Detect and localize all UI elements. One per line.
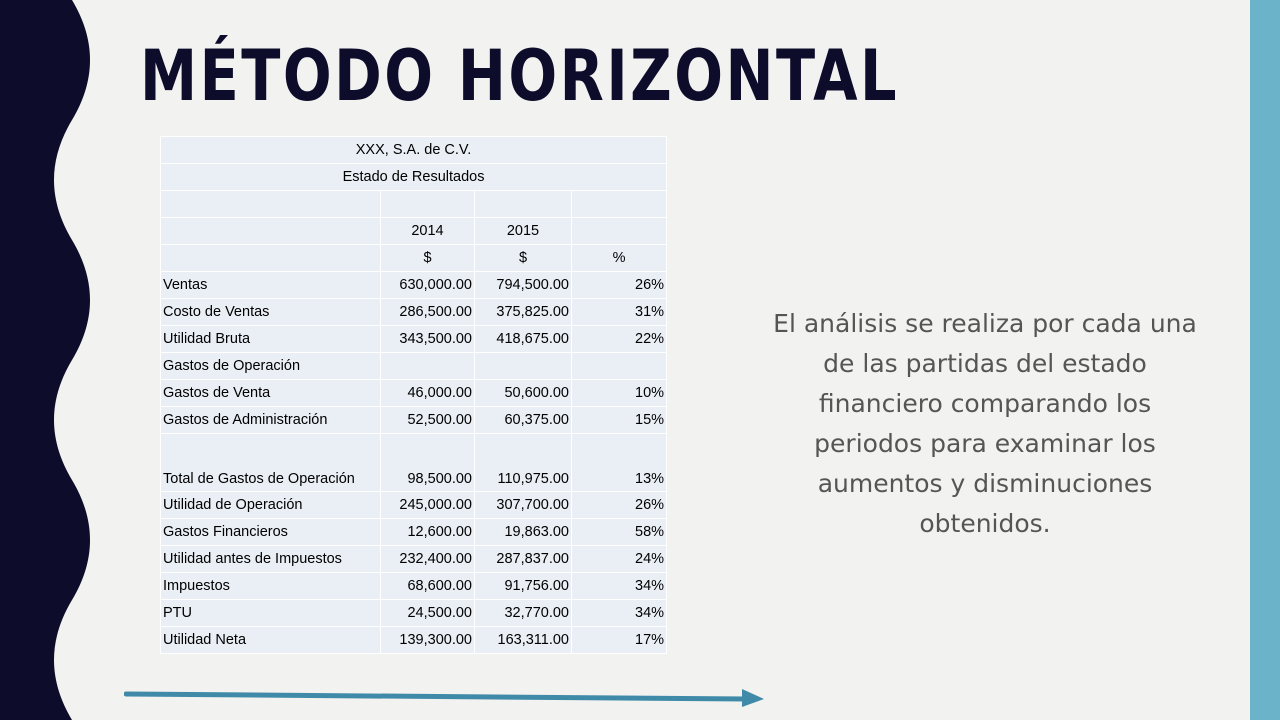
unit-2014: $ xyxy=(381,245,475,272)
percent-change: 24% xyxy=(572,546,667,573)
table-row xyxy=(161,627,667,654)
blank-cell xyxy=(161,245,381,272)
value-2015: 50,600.00 xyxy=(475,380,572,407)
year-2015-header: 2015 xyxy=(475,218,572,245)
value-2014: 12,600.00 xyxy=(381,519,475,546)
income-statement-table xyxy=(160,136,667,654)
value-2014: 630,000.00 xyxy=(381,272,475,299)
blank-cell xyxy=(381,353,475,380)
percent-change: 58% xyxy=(572,519,667,546)
explanation-text: El análisis se realiza por cada una de las partidas del estado financiero comparando los periodos para examinar los aumentos y disminuciones obtenidos. xyxy=(773,309,1197,538)
value-2015: 110,975.00 xyxy=(475,434,572,492)
blank-cell xyxy=(475,353,572,380)
table-row xyxy=(161,434,667,492)
value-2015: 418,675.00 xyxy=(475,326,572,353)
blank-cell xyxy=(572,218,667,245)
percent-change: 22% xyxy=(572,326,667,353)
row-label: Utilidad de Operación xyxy=(161,492,381,519)
statement-row xyxy=(161,164,667,191)
value-2015: 163,311.00 xyxy=(475,627,572,654)
value-2014: 52,500.00 xyxy=(381,407,475,434)
left-wave-decoration xyxy=(0,0,110,720)
blank-cell xyxy=(572,353,667,380)
value-2014: 343,500.00 xyxy=(381,326,475,353)
row-label: Gastos Financieros xyxy=(161,519,381,546)
row-label: Utilidad Bruta xyxy=(161,326,381,353)
value-2015: 307,700.00 xyxy=(475,492,572,519)
year-header-row xyxy=(161,218,667,245)
value-2015: 794,500.00 xyxy=(475,272,572,299)
value-2015: 19,863.00 xyxy=(475,519,572,546)
section-row xyxy=(161,353,667,380)
value-2015: 287,837.00 xyxy=(475,546,572,573)
row-label: Ventas xyxy=(161,272,381,299)
percent-change: 34% xyxy=(572,600,667,627)
percent-change: 10% xyxy=(572,380,667,407)
blank-cell xyxy=(161,191,381,218)
value-2014: 46,000.00 xyxy=(381,380,475,407)
percent-change: 26% xyxy=(572,492,667,519)
value-2014: 286,500.00 xyxy=(381,299,475,326)
value-2014: 139,300.00 xyxy=(381,627,475,654)
unit-2015: $ xyxy=(475,245,572,272)
arrow-right-icon xyxy=(124,684,764,708)
table-row xyxy=(161,407,667,434)
percent-change: 13% xyxy=(572,434,667,492)
blank-cell xyxy=(475,191,572,218)
company-name: XXX, S.A. de C.V. xyxy=(161,137,667,164)
row-label: Total de Gastos de Operación xyxy=(161,434,381,492)
row-label: PTU xyxy=(161,600,381,627)
value-2015: 32,770.00 xyxy=(475,600,572,627)
unit-header-row xyxy=(161,245,667,272)
value-2014: 24,500.00 xyxy=(381,600,475,627)
value-2015: 60,375.00 xyxy=(475,407,572,434)
table-row xyxy=(161,380,667,407)
row-label: Gastos de Administración xyxy=(161,407,381,434)
section-label: Gastos de Operación xyxy=(161,353,381,380)
table-row xyxy=(161,573,667,600)
row-label: Impuestos xyxy=(161,573,381,600)
percent-change: 34% xyxy=(572,573,667,600)
value-2014: 68,600.00 xyxy=(381,573,475,600)
slide-title: MÉTODO HORIZONTAL xyxy=(140,35,900,117)
blank-row xyxy=(161,191,667,218)
value-2015: 375,825.00 xyxy=(475,299,572,326)
percent-change: 15% xyxy=(572,407,667,434)
table-row xyxy=(161,326,667,353)
blank-cell xyxy=(381,191,475,218)
table-row xyxy=(161,492,667,519)
value-2014: 98,500.00 xyxy=(381,434,475,492)
percent-change: 26% xyxy=(572,272,667,299)
table-row xyxy=(161,299,667,326)
company-row xyxy=(161,137,667,164)
percent-change: 31% xyxy=(572,299,667,326)
table-row xyxy=(161,519,667,546)
blank-cell xyxy=(572,191,667,218)
value-2015: 91,756.00 xyxy=(475,573,572,600)
row-label: Gastos de Venta xyxy=(161,380,381,407)
statement-title: Estado de Resultados xyxy=(161,164,667,191)
table-row xyxy=(161,546,667,573)
income-statement-table-wrapper xyxy=(160,136,666,654)
percent-change: 17% xyxy=(572,627,667,654)
table-row xyxy=(161,600,667,627)
row-label: Costo de Ventas xyxy=(161,299,381,326)
year-2014-header: 2014 xyxy=(381,218,475,245)
table-row xyxy=(161,272,667,299)
row-label: Utilidad Neta xyxy=(161,627,381,654)
value-2014: 245,000.00 xyxy=(381,492,475,519)
blank-cell xyxy=(161,218,381,245)
right-accent-bar xyxy=(1250,0,1280,720)
row-label: Utilidad antes de Impuestos xyxy=(161,546,381,573)
value-2014: 232,400.00 xyxy=(381,546,475,573)
unit-percent: % xyxy=(572,245,667,272)
